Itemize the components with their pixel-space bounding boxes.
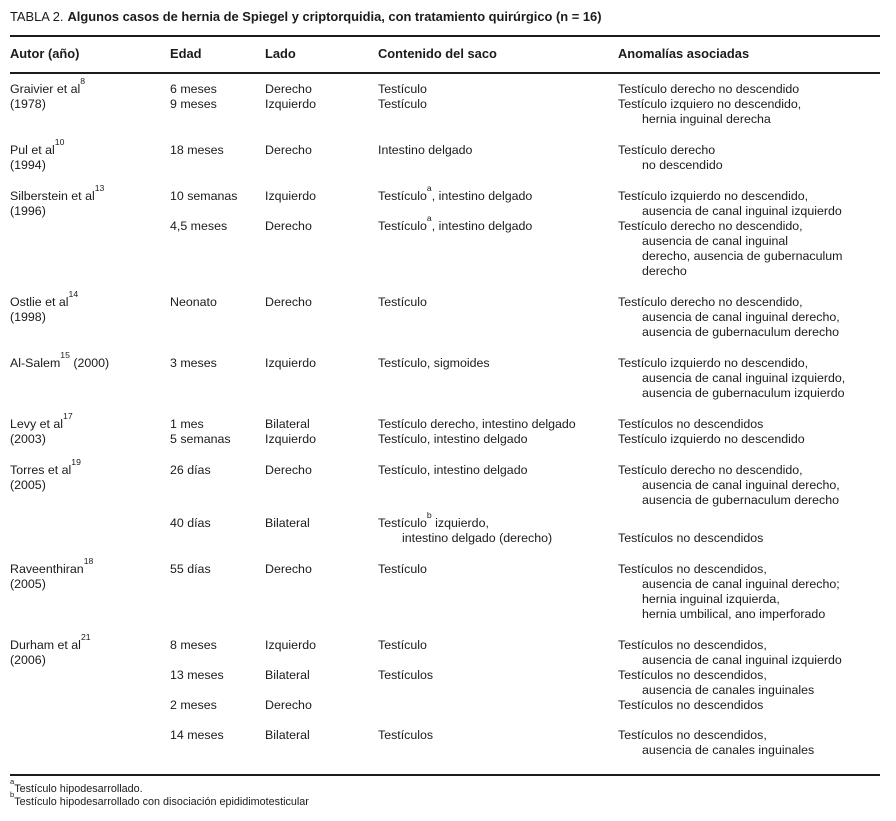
- cell-line: 1 mes: [170, 416, 204, 431]
- cell-line: ausencia de canal inguinal derecho;: [642, 576, 840, 591]
- case-list: [170, 562, 880, 622]
- contenido-cell: [378, 509, 618, 546]
- lado-cell: [265, 516, 378, 546]
- cell-line: Neonato: [170, 294, 217, 309]
- cell-line: (2005): [10, 576, 46, 591]
- cell-line: ausencia de canales inguinales: [642, 682, 815, 697]
- lado-cell: [265, 82, 378, 97]
- edad-cell: [170, 463, 265, 508]
- anomalias-cell: [618, 97, 880, 127]
- author-cell: [10, 182, 170, 279]
- cell-line: Izquierdo: [265, 96, 316, 111]
- edad-cell: [170, 82, 265, 97]
- author-cell: [10, 410, 170, 447]
- edad-cell: [170, 97, 265, 127]
- cell-line: ausencia de canal inguinal derecho,: [642, 477, 840, 492]
- table-group: [10, 288, 880, 340]
- edad-cell: [170, 728, 265, 758]
- cell-line: Torres et $al^{19}$: [10, 456, 81, 477]
- anomalias-cell: [618, 189, 880, 219]
- footnote: $^a$Testículo hipodesarrollado.: [10, 776, 143, 795]
- cell-line: (1996): [10, 203, 46, 218]
- edad-cell: [170, 143, 265, 173]
- cell-line: Bilateral: [265, 515, 310, 530]
- author-cell: [10, 288, 170, 340]
- superscript-ref: b: [426, 509, 432, 520]
- cell-line: 40 días: [170, 515, 211, 530]
- cell-line: Testículo derecho, intestino delgado: [378, 416, 576, 431]
- cell-line: Testículo derecho no descendido: [618, 81, 800, 96]
- anomalias-cell: [618, 463, 880, 508]
- author-cell: [10, 349, 170, 401]
- cell-line: Al-Salem$^{15}$ (2000): [10, 349, 110, 370]
- lado-cell: [265, 432, 378, 447]
- contenido-cell: [378, 638, 618, 668]
- contenido-cell: [378, 356, 618, 401]
- superscript-ref: 17: [63, 410, 73, 421]
- cell-line: hernia inguinal derecha: [642, 111, 771, 126]
- cell-line: ausencia de canal inguinal derecho,: [642, 309, 840, 324]
- case-list: [170, 417, 880, 447]
- table-group: [10, 555, 880, 622]
- cell-line: Testículos no descendidos,: [618, 667, 767, 682]
- cell-line: 5 semanas: [170, 431, 231, 446]
- cell-line: Derecho: [265, 294, 312, 309]
- table-header-row: [10, 37, 880, 72]
- superscript-ref: 19: [71, 456, 81, 467]
- lado-cell: [265, 728, 378, 758]
- cell-line: Silberstein et $al^{13}$: [10, 182, 105, 203]
- table-row: [170, 668, 880, 698]
- column-header-contenido: Contenido del saco: [378, 46, 497, 61]
- cell-line: Levy et $al^{17}$: [10, 410, 73, 431]
- superscript-ref: b: [10, 789, 15, 799]
- cell-line: ausencia de gubernaculum izquierdo: [642, 385, 845, 400]
- cell-line: Pul et $al^{10}$: [10, 136, 65, 157]
- table-footnotes: [10, 776, 880, 809]
- cell-line: Testículo izquierdo no descendido,: [618, 188, 809, 203]
- case-list: [170, 463, 880, 546]
- cell-line: 55 días: [170, 561, 211, 576]
- table-caption: Algunos casos de hernia de Spiegel y criptorquidia, con tratamiento quirúrgico (n = 16): [67, 9, 602, 24]
- cell-line: Testículos: [378, 667, 434, 682]
- lado-cell: [265, 668, 378, 698]
- cell-line: Testículo derecho no descendido,: [618, 462, 803, 477]
- lado-cell: [265, 219, 378, 279]
- table-group: [10, 631, 880, 758]
- contenido-cell: [378, 295, 618, 340]
- cell-line: Testículo, intestino delgado: [378, 431, 528, 446]
- superscript-ref: 10: [54, 136, 65, 147]
- cell-line: 10 semanas: [170, 188, 238, 203]
- cell-line: 4,5 meses: [170, 218, 228, 233]
- cell-line: ausencia de canales inguinales: [642, 742, 815, 757]
- table-row: [170, 295, 880, 340]
- author-cell: [10, 555, 170, 622]
- superscript-ref: a: [10, 776, 15, 786]
- case-list: [170, 82, 880, 127]
- superscript-ref: 14: [68, 288, 79, 299]
- cell-line: Bilateral: [265, 416, 310, 431]
- cell-line: Testículo, sigmoides: [378, 355, 490, 370]
- anomalias-cell: [618, 432, 880, 447]
- cell-line: Testículo$^b$ izquierdo,: [378, 509, 489, 530]
- case-list: [170, 182, 880, 279]
- cell-line: Raveenthiran$^{18}$: [10, 555, 94, 576]
- table-row: [170, 356, 880, 401]
- cell-line: [618, 516, 880, 531]
- contenido-cell: [378, 97, 618, 127]
- table-row: [170, 638, 880, 668]
- cell-line: Testículo: [378, 81, 427, 96]
- contenido-cell: [378, 728, 618, 758]
- cell-line: Testículo izquierdo no descendido,: [618, 355, 809, 370]
- anomalias-cell: [618, 356, 880, 401]
- cell-line: ausencia de canal inguinal izquierdo: [642, 652, 842, 667]
- table-row: [170, 463, 880, 508]
- cell-line: 3 meses: [170, 355, 217, 370]
- edad-cell: [170, 432, 265, 447]
- edad-cell: [170, 356, 265, 401]
- edad-cell: [170, 516, 265, 546]
- cell-line: Testículo derecho: [618, 142, 716, 157]
- author-cell: [10, 75, 170, 127]
- cell-line: derecho, ausencia de gubernaculum: [642, 248, 843, 263]
- superscript-ref: 13: [94, 182, 105, 193]
- cell-line: Testículo izquiero no descendido,: [618, 96, 802, 111]
- superscript-ref: a: [426, 182, 432, 193]
- edad-cell: [170, 668, 265, 698]
- cell-line: Bilateral: [265, 667, 310, 682]
- cell-line: Testículo: [378, 561, 427, 576]
- edad-cell: [170, 219, 265, 279]
- lado-cell: [265, 562, 378, 622]
- contenido-cell: [378, 182, 618, 219]
- cell-line: ausencia de canal inguinal: [642, 233, 789, 248]
- cell-line: 2 meses: [170, 697, 217, 712]
- cell-line: no descendido: [642, 157, 723, 172]
- author-cell: [10, 136, 170, 173]
- superscript-ref: 18: [83, 555, 94, 566]
- contenido-cell: [378, 668, 618, 698]
- cell-line: Testículo, intestino delgado: [378, 462, 528, 477]
- cell-line: 6 meses: [170, 81, 217, 96]
- anomalias-cell: [618, 638, 880, 668]
- cell-line: ausencia de gubernaculum derecho: [642, 324, 840, 339]
- cell-line: Testículos no descendidos: [618, 530, 764, 545]
- lado-cell: [265, 417, 378, 432]
- contenido-cell: [378, 432, 618, 447]
- cell-line: Izquierdo: [265, 188, 316, 203]
- table-row: [170, 562, 880, 622]
- cell-line: Ostlie et $al^{14}$: [10, 288, 79, 309]
- cell-line: (1978): [10, 96, 46, 111]
- table-row: [170, 182, 880, 219]
- table-row: [170, 97, 880, 127]
- table-row: [170, 82, 880, 97]
- anomalias-cell: [618, 143, 880, 173]
- cell-line: 14 meses: [170, 727, 224, 742]
- cell-line: Derecho: [265, 81, 312, 96]
- table-row: [170, 212, 880, 279]
- table-group: [10, 75, 880, 127]
- edad-cell: [170, 417, 265, 432]
- case-list: [170, 356, 880, 401]
- contenido-cell: [378, 82, 618, 97]
- cell-line: 26 días: [170, 462, 211, 477]
- cell-line: (1994): [10, 157, 46, 172]
- author-cell: [10, 456, 170, 546]
- lado-cell: [265, 638, 378, 668]
- cell-line: Testículos no descendidos,: [618, 637, 767, 652]
- column-header-lado: Lado: [265, 46, 296, 61]
- table-number-label: TABLA 2.: [10, 9, 64, 24]
- cell-line: Graivier et $al^8$: [10, 75, 86, 96]
- cell-line: Testículo derecho no descendido,: [618, 294, 803, 309]
- cell-line: Izquierdo: [265, 431, 316, 446]
- cell-line: Testículos no descendidos: [618, 697, 764, 712]
- anomalias-cell: [618, 668, 880, 698]
- table-group: [10, 456, 880, 546]
- cell-line: Testículo$^a$, intestino delgado: [378, 212, 533, 233]
- superscript-ref: a: [426, 212, 432, 223]
- cell-line: ausencia de canal inguinal izquierdo,: [642, 370, 846, 385]
- lado-cell: [265, 295, 378, 340]
- column-header-edad: Edad: [170, 46, 202, 61]
- cell-line: Derecho: [265, 142, 312, 157]
- cell-line: hernia inguinal izquierda,: [642, 591, 780, 606]
- cell-line: Derecho: [265, 462, 312, 477]
- cell-line: Derecho: [265, 218, 312, 233]
- cell-line: Testículo$^a$, intestino delgado: [378, 182, 533, 203]
- table-row: [170, 417, 880, 432]
- cell-line: Izquierdo: [265, 637, 316, 652]
- cell-line: Testículo izquierdo no descendido: [618, 431, 805, 446]
- case-list: [170, 295, 880, 340]
- cell-line: Testículo: [378, 294, 427, 309]
- cell-line: Testículos no descendidos,: [618, 727, 767, 742]
- lado-cell: [265, 143, 378, 173]
- cell-line: 9 meses: [170, 96, 217, 111]
- table-group: [10, 410, 880, 447]
- cell-line: ausencia de gubernaculum derecho: [642, 492, 840, 507]
- cell-line: 8 meses: [170, 637, 217, 652]
- cell-line: Derecho: [265, 561, 312, 576]
- column-header-autor: Autor (año): [10, 46, 80, 61]
- cell-line: Durham et $al^{21}$: [10, 631, 91, 652]
- cell-line: (2005): [10, 477, 46, 492]
- edad-cell: [170, 698, 265, 713]
- superscript-ref: 15: [60, 349, 70, 360]
- anomalias-cell: [618, 219, 880, 279]
- cell-line: Testículos: [378, 727, 434, 742]
- lado-cell: [265, 463, 378, 508]
- lado-cell: [265, 97, 378, 127]
- cell-line: Bilateral: [265, 727, 310, 742]
- cell-line: Intestino delgado: [378, 142, 473, 157]
- anomalias-cell: [618, 728, 880, 758]
- edad-cell: [170, 562, 265, 622]
- table-row: [170, 698, 880, 713]
- footnote: $^b$Testículo hipodesarrollado con disociación epididimotesticular: [10, 789, 309, 808]
- lado-cell: [265, 189, 378, 219]
- cell-line: hernia umbilical, ano imperforado: [642, 606, 826, 621]
- cell-line: Testículo: [378, 96, 427, 111]
- superscript-ref: 8: [80, 75, 86, 86]
- contenido-cell: [378, 698, 618, 713]
- cell-line: (1998): [10, 309, 46, 324]
- table-title: [10, 6, 880, 35]
- cell-line: Testículos no descendidos,: [618, 561, 767, 576]
- contenido-cell: [378, 212, 618, 279]
- cell-line: ausencia de canal inguinal izquierdo: [642, 203, 842, 218]
- edad-cell: [170, 189, 265, 219]
- cell-line: Testículo: [378, 637, 427, 652]
- superscript-ref: 21: [80, 631, 91, 642]
- table-group: [10, 349, 880, 401]
- cell-line: Izquierdo: [265, 355, 316, 370]
- contenido-cell: [378, 417, 618, 432]
- contenido-cell: [378, 562, 618, 622]
- cell-line: 13 meses: [170, 667, 224, 682]
- lado-cell: [265, 356, 378, 401]
- cell-line: 18 meses: [170, 142, 224, 157]
- lado-cell: [265, 698, 378, 713]
- case-list: [170, 143, 880, 173]
- anomalias-cell: [618, 295, 880, 340]
- cell-line: Testículo derecho no descendido,: [618, 218, 803, 233]
- cell-line: Derecho: [265, 697, 312, 712]
- anomalias-cell: [618, 698, 880, 713]
- table-row: [170, 728, 880, 758]
- table-group: [10, 182, 880, 279]
- table-row: [170, 432, 880, 447]
- case-list: [170, 638, 880, 758]
- contenido-cell: [378, 463, 618, 508]
- anomalias-cell: [618, 562, 880, 622]
- table-row: [170, 509, 880, 546]
- cell-line: derecho: [642, 263, 687, 278]
- table-body: [10, 74, 880, 758]
- table-group: [10, 136, 880, 173]
- edad-cell: [170, 638, 265, 668]
- cell-line: (2006): [10, 652, 46, 667]
- cell-line: Testículos no descendidos: [618, 416, 764, 431]
- anomalias-cell: [618, 82, 880, 97]
- contenido-cell: [378, 143, 618, 173]
- cell-line: (2003): [10, 431, 46, 446]
- column-header-anomalias: Anomalías asociadas: [618, 46, 750, 61]
- table-row: [170, 143, 880, 173]
- cell-line: intestino delgado (derecho): [402, 530, 553, 545]
- anomalias-cell: [618, 417, 880, 432]
- edad-cell: [170, 295, 265, 340]
- author-cell: [10, 631, 170, 758]
- anomalias-cell: [618, 516, 880, 546]
